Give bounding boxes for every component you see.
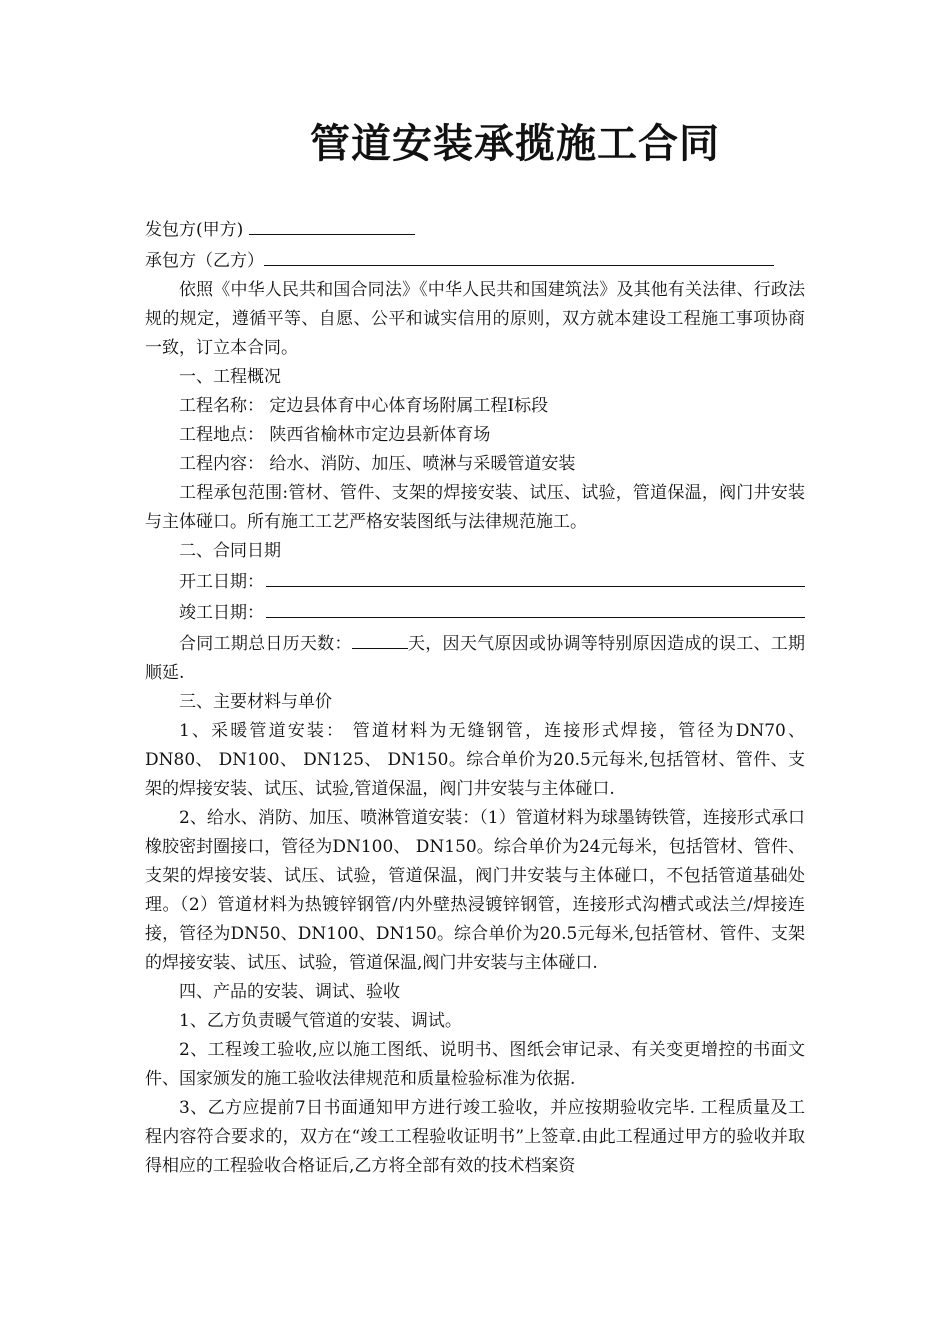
project-location: 工程地点： 陕西省榆林市定边县新体育场 — [179, 425, 491, 445]
party-b-blank — [264, 245, 774, 266]
project-content: 工程内容： 给水、消防、加压、喷淋与采暖管道安装 — [179, 454, 576, 474]
duration-paragraph — [145, 628, 805, 688]
section-3-heading: 三、主要材料与单价 — [179, 692, 332, 712]
party-a-blank — [249, 214, 415, 235]
project-scope: 工程承包范围:管材、管件、支架的焊接安装、试压、试验，管道保温，阀门井安装与主体碰口。所有施工工艺严格安装图纸与法律规范施工。 — [145, 483, 805, 532]
water-pipe-item: 2、给水、消防、加压、喷淋管道安装：（1）管道材料为球墨铸铁管，连接形式承口橡胶密封圈接口，管径为DN100、 DN150。综合单价为24元每米，包括管材、管件、支架的焊接安装、试压、试验，管道保温，阀门井安装与主体碰口，不包括管道基础处理。（2）管道材料为热镀锌钢管/内外壁热浸镀锌钢管，连接形式沟槽式或法兰/焊接连接，管径为DN50、DN100、DN150。综合单价为20.5元每米,包括管材、管件、支架的焊接安装、试压、试验，管道保温,阀门井安装与主体碰口. — [145, 808, 805, 973]
section-4-heading: 四、产品的安装、调试、验收 — [179, 982, 400, 1002]
end-date-label: 竣工日期： — [179, 603, 264, 623]
party-b-label: 承包方（乙方） — [145, 251, 264, 271]
start-date-blank — [266, 566, 805, 587]
duration-blank — [352, 628, 408, 649]
end-date-blank — [266, 597, 805, 618]
intro-paragraph: 依照《中华人民共和国合同法》《中华人民共和国建筑法》及其他有关法律、行政法规的规定，遵循平等、自愿、公平和诚实信用的原则，双方就本建设工程施工事项协商一致，订立本合同。 — [145, 280, 805, 358]
document-title: 管道安装承揽施工合同 — [310, 120, 720, 167]
document-body — [145, 214, 805, 1181]
start-date-line — [145, 566, 805, 597]
section-2-heading: 二、合同日期 — [179, 541, 281, 561]
project-name: 工程名称： 定边县体育中心体育场附属工程Ⅰ标段 — [179, 396, 549, 416]
party-b-line — [145, 245, 805, 276]
duration-label: 合同工期总日历天数： — [179, 634, 352, 654]
party-a-label: 发包方(甲方) — [145, 220, 244, 240]
install-item-2: 2、工程竣工验收,应以施工图纸、说明书、图纸会审记录、有关变更增控的书面文件、国家颁发的施工验收法律规范和质量检验标准为依据. — [145, 1040, 805, 1089]
install-item-3: 3、乙方应提前7日书面通知甲方进行竣工验收，并应按期验收完毕. 工程质量及工程内容符合要求的，双方在“竣工工程验收证明书”上签章.由此工程通过甲方的验收并取得相应的工程验收合格证后,乙方将全部有效的技术档案资 — [145, 1098, 805, 1176]
install-item-1: 1、乙方负责暖气管道的安装、调试。 — [179, 1011, 462, 1031]
duration-note: 天，因天气原因或协调等特别原因造成的误工、工期顺延. — [145, 634, 806, 683]
end-date-line — [145, 597, 805, 628]
party-a-line — [145, 214, 805, 245]
start-date-label: 开工日期： — [179, 572, 264, 592]
heating-pipe-item: 1、采暖管道安装： 管道材料为无缝钢管，连接形式焊接，管径为DN70、DN80、 DN100、 DN125、 DN150。综合单价为20.5元每米,包括管材、管件、支架的焊接安装、试压、试验,管道保温，阀门井安装与主体碰口. — [145, 721, 805, 799]
section-1-heading: 一、工程概况 — [179, 367, 281, 387]
